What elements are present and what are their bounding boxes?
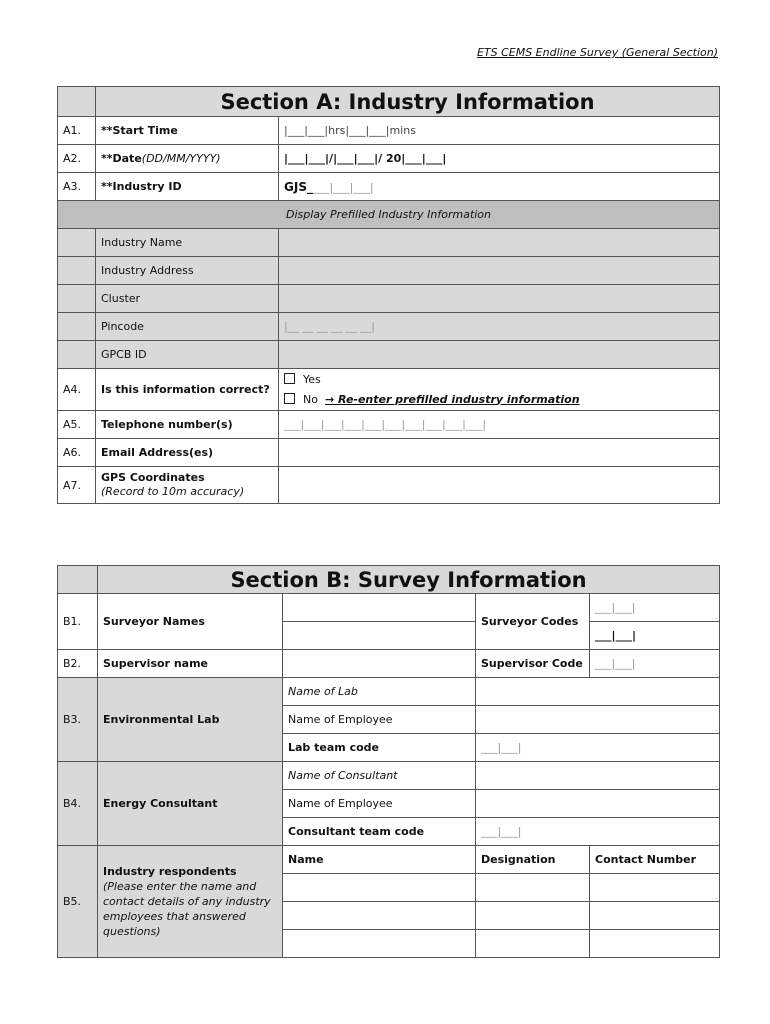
row-number: B2. <box>58 650 98 678</box>
supervisor-name-input[interactable] <box>283 650 476 678</box>
supervisor-name-label: Supervisor name <box>98 650 283 678</box>
supervisor-code-label: Supervisor Code <box>476 650 590 678</box>
option-no[interactable] <box>284 390 714 410</box>
telephone-label: Telephone number(s) <box>96 411 279 439</box>
respondent-name-input[interactable] <box>283 902 476 930</box>
gps-accuracy-note: (Record to 10m accuracy) <box>101 485 245 498</box>
row-number: A5. <box>58 411 96 439</box>
row-number: A6. <box>58 439 96 467</box>
consultant-name-input[interactable] <box>476 762 720 790</box>
start-time-mask: |___|___|hrs|___|___|mins <box>284 124 416 137</box>
gps-label <box>96 467 279 504</box>
respondent-contact-input[interactable] <box>590 902 720 930</box>
lab-name-input[interactable] <box>476 678 720 706</box>
surveyor-codes-label: Surveyor Codes <box>476 594 590 650</box>
surveyor-code-2-input[interactable]: ___|___| <box>590 622 720 650</box>
option-yes-label: Yes <box>303 372 321 386</box>
gps-label-main: GPS Coordinates <box>101 471 205 484</box>
col-header-name: Name <box>283 846 476 874</box>
col-header-contact: Contact Number <box>590 846 720 874</box>
cluster-label: Cluster <box>96 285 279 313</box>
row-number: A2. <box>58 145 96 173</box>
date-mask: |___|___|/|___|___|/ 20|___|___| <box>284 152 447 165</box>
option-yes[interactable] <box>284 370 714 390</box>
industry-id-prefix: GJS_ <box>284 179 313 194</box>
surveyor-code-1-input[interactable]: ___|___| <box>590 594 720 622</box>
industry-address-value <box>279 257 720 285</box>
row-number: B4. <box>58 762 98 846</box>
industry-id-mask: ___|___|___| <box>312 180 374 194</box>
row-number: A7. <box>58 467 96 504</box>
date-format-hint: (DD/MM/YYYY) <box>141 152 221 165</box>
respondent-designation-input[interactable] <box>476 902 590 930</box>
telephone-input[interactable]: ___|___|___|___|___|___|___|___|___|___| <box>279 411 720 439</box>
row-number: B3. <box>58 678 98 762</box>
consultant-employee-label: Name of Employee <box>283 790 476 818</box>
section-a-table <box>57 86 720 504</box>
industry-respondents-label <box>98 846 283 958</box>
row-number: A4. <box>58 369 96 411</box>
gpcb-id-value <box>279 341 720 369</box>
prefill-header: Display Prefilled Industry Information <box>58 201 720 229</box>
industry-address-label: Industry Address <box>96 257 279 285</box>
respondent-name-input[interactable] <box>283 874 476 902</box>
surveyor-name-2-input[interactable] <box>283 622 476 650</box>
option-no-label: No <box>303 392 318 406</box>
gpcb-id-label: GPCB ID <box>96 341 279 369</box>
lab-team-code-input[interactable]: ___|___| <box>476 734 720 762</box>
date-label <box>96 145 279 173</box>
respondent-designation-input[interactable] <box>476 874 590 902</box>
date-label-main: **Date <box>101 152 142 165</box>
start-time-label: **Start Time <box>96 117 279 145</box>
section-a-title: Section A: Industry Information <box>96 87 720 117</box>
industry-name-label: Industry Name <box>96 229 279 257</box>
environmental-lab-label: Environmental Lab <box>98 678 283 762</box>
date-input[interactable] <box>279 145 720 173</box>
survey-header-title: ETS CEMS Endline Survey (General Section) <box>476 46 718 59</box>
cluster-value <box>279 285 720 313</box>
row-number: B1. <box>58 594 98 650</box>
consultant-name-label: Name of Consultant <box>283 762 476 790</box>
respondent-designation-input[interactable] <box>476 930 590 958</box>
pincode-value: |__ __ __ __ __ __| <box>279 313 720 341</box>
section-b-table <box>57 565 720 958</box>
row-number: B5. <box>58 846 98 958</box>
start-time-input[interactable] <box>279 117 720 145</box>
industry-name-value <box>279 229 720 257</box>
lab-employee-input[interactable] <box>476 706 720 734</box>
supervisor-code-input[interactable]: ___|___| <box>590 650 720 678</box>
email-label: Email Address(es) <box>96 439 279 467</box>
gps-input[interactable] <box>279 467 720 504</box>
respondent-contact-input[interactable] <box>590 874 720 902</box>
surveyor-name-1-input[interactable] <box>283 594 476 622</box>
row-number: A1. <box>58 117 96 145</box>
email-input[interactable] <box>279 439 720 467</box>
lab-team-code-label: Lab team code <box>283 734 476 762</box>
row-number: A3. <box>58 173 96 201</box>
consultant-team-code-input[interactable]: ___|___| <box>476 818 720 846</box>
respondents-label-main: Industry respondents <box>103 865 237 878</box>
checkbox-no[interactable] <box>284 393 295 404</box>
lab-employee-label: Name of Employee <box>283 706 476 734</box>
energy-consultant-label: Energy Consultant <box>98 762 283 846</box>
lab-name-label: Name of Lab <box>283 678 476 706</box>
info-correct-options <box>279 369 720 411</box>
consultant-team-code-label: Consultant team code <box>283 818 476 846</box>
industry-id-label: **Industry ID <box>96 173 279 201</box>
respondent-contact-input[interactable] <box>590 930 720 958</box>
respondent-name-input[interactable] <box>283 930 476 958</box>
surveyor-names-label: Surveyor Names <box>98 594 283 650</box>
info-correct-label: Is this information correct? <box>96 369 279 411</box>
pincode-label: Pincode <box>96 313 279 341</box>
reenter-instruction: → Re-enter prefilled industry information <box>324 392 580 406</box>
col-header-designation: Designation <box>476 846 590 874</box>
respondents-note: (Please enter the name and contact details of any industry employees that answered questions) <box>103 880 271 938</box>
industry-id-input[interactable] <box>279 173 720 201</box>
section-b-title: Section B: Survey Information <box>98 566 720 594</box>
checkbox-yes[interactable] <box>284 373 295 384</box>
consultant-employee-input[interactable] <box>476 790 720 818</box>
